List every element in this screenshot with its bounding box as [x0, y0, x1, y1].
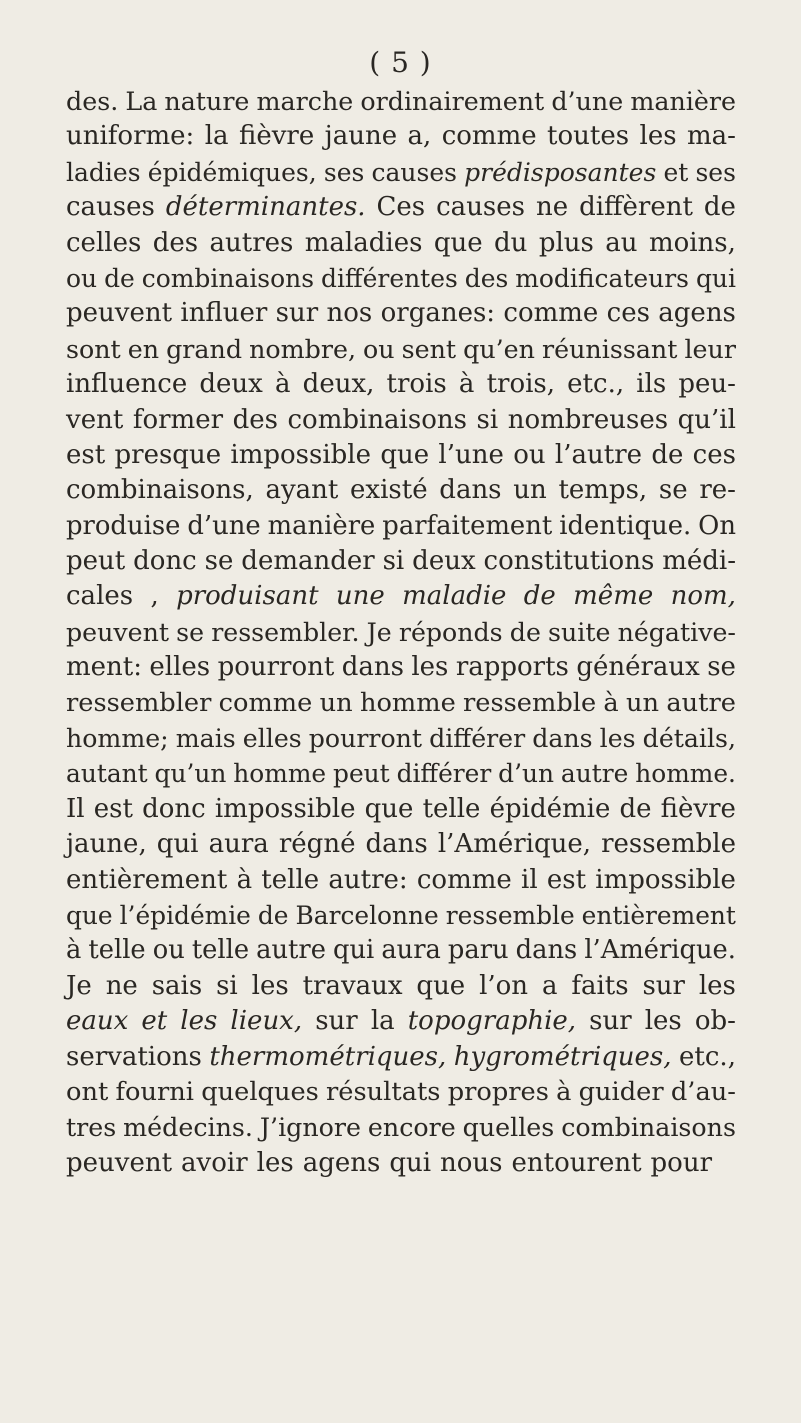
- text-line: [66, 969, 736, 1004]
- word: pourront: [308, 724, 423, 754]
- word: Je: [66, 970, 92, 1001]
- word: eaux: [66, 1006, 129, 1037]
- word: autre: [666, 687, 736, 718]
- word: trois: [386, 369, 447, 400]
- word: si: [382, 546, 405, 577]
- text-line: [66, 544, 736, 579]
- word: uniforme:: [66, 121, 195, 152]
- word: aura: [208, 829, 269, 860]
- word: dans: [341, 652, 404, 683]
- word: réponds: [398, 617, 503, 647]
- word: re-: [699, 475, 736, 506]
- word: dans: [365, 829, 428, 860]
- word: a,: [407, 121, 432, 152]
- text-line: [66, 509, 736, 544]
- word: sent: [401, 333, 457, 364]
- word: ,: [150, 581, 159, 612]
- word: différer: [396, 759, 492, 789]
- word: une: [335, 581, 385, 612]
- word: ressemble: [463, 687, 597, 718]
- word: ou: [363, 333, 395, 364]
- word: qui: [332, 935, 375, 966]
- word: les: [599, 724, 636, 754]
- word: elles: [149, 652, 211, 683]
- word: ils: [636, 369, 667, 400]
- word: fièvre: [660, 793, 736, 824]
- text-line: [66, 898, 736, 933]
- word: Il: [66, 793, 85, 824]
- word: à: [275, 369, 291, 400]
- word: travaux: [302, 970, 403, 1001]
- word: peut: [66, 546, 126, 577]
- word: homme.: [635, 759, 736, 789]
- text-line: [66, 367, 736, 402]
- word: combinaisons: [561, 1112, 736, 1143]
- word: manière: [630, 86, 736, 116]
- word: que: [433, 227, 483, 258]
- word: autres: [209, 227, 294, 258]
- word: si: [476, 404, 499, 435]
- text-line: [66, 863, 736, 898]
- word: lieux,: [230, 1006, 303, 1037]
- word: Ces: [376, 192, 426, 223]
- word: etc.,: [567, 369, 625, 400]
- text-line: [66, 1110, 736, 1145]
- word: impossible: [595, 864, 736, 895]
- word: ses: [695, 157, 736, 187]
- text-line: [66, 827, 736, 862]
- text-line: [66, 438, 736, 473]
- word: que: [416, 970, 466, 1001]
- word: etc.,: [679, 1041, 736, 1072]
- word: causes: [436, 192, 526, 223]
- word: de: [703, 192, 736, 223]
- word: autre: [256, 935, 326, 966]
- word: causes: [66, 192, 155, 223]
- word: telle: [422, 793, 481, 824]
- text-line: [66, 1146, 736, 1181]
- word: un: [513, 475, 547, 506]
- text-line: [66, 792, 736, 827]
- word: elles: [242, 724, 302, 754]
- word: quelques: [201, 1076, 319, 1107]
- text-line: [66, 756, 736, 791]
- word: deux,: [302, 369, 375, 400]
- word: les: [256, 1147, 294, 1178]
- word: ressembler.: [211, 617, 360, 647]
- word: homme;: [66, 724, 169, 754]
- word: entièrement: [66, 864, 228, 895]
- text-line: [66, 933, 736, 968]
- word: diffèrent: [579, 192, 693, 223]
- word: ment:: [66, 652, 142, 683]
- word: des: [464, 263, 509, 293]
- word: peu-: [678, 369, 736, 400]
- word: produisant: [176, 581, 319, 612]
- word: rapports: [455, 652, 569, 683]
- word: qui: [695, 263, 736, 293]
- word: qui: [389, 1147, 432, 1178]
- word: fourni: [115, 1076, 194, 1107]
- text-line: [66, 332, 736, 367]
- word: vent: [66, 404, 124, 435]
- word: faits: [571, 970, 629, 1001]
- word: à: [458, 369, 475, 400]
- word: Barcelonne: [295, 900, 439, 930]
- word: ressemble: [445, 900, 575, 930]
- word: a: [541, 970, 558, 1001]
- word: combinaisons,: [66, 475, 254, 506]
- word: influer: [180, 298, 268, 329]
- word: déterminantes.: [165, 192, 366, 223]
- text-line: [66, 1075, 736, 1110]
- word: est: [93, 793, 133, 824]
- word: prédisposantes: [464, 157, 657, 187]
- word: former: [132, 404, 224, 435]
- word: donc: [142, 793, 206, 824]
- word: médi-: [662, 546, 736, 577]
- word: nombreuses: [507, 404, 669, 435]
- word: d’une: [187, 510, 261, 541]
- text-line: [66, 650, 736, 685]
- word: et: [663, 157, 689, 187]
- word: ayant: [265, 475, 339, 506]
- word: telle: [88, 935, 146, 966]
- word: tres: [66, 1112, 117, 1143]
- word: les: [251, 970, 289, 1001]
- word: l’une: [438, 439, 504, 470]
- word: agens: [658, 298, 736, 329]
- word: avoir: [181, 1147, 248, 1178]
- word: presque: [114, 439, 222, 470]
- word: plus: [538, 227, 594, 258]
- word: peuvent: [66, 617, 169, 647]
- word: deux: [412, 546, 476, 577]
- word: est: [546, 864, 587, 895]
- text-line: [66, 261, 736, 296]
- word: différer: [429, 724, 526, 754]
- word: existé: [350, 475, 428, 506]
- word: est: [66, 439, 106, 470]
- word: autre:: [328, 864, 408, 895]
- word: que: [66, 900, 113, 930]
- word: résultats: [326, 1076, 441, 1107]
- word: dans: [532, 724, 593, 754]
- word: nature: [164, 86, 250, 116]
- word: homme: [233, 759, 327, 789]
- word: combinaisons: [141, 263, 315, 293]
- word: qu’il: [677, 404, 736, 435]
- word: au: [605, 227, 638, 258]
- word: en: [127, 333, 160, 364]
- word: impossible: [230, 439, 372, 470]
- word: sur: [315, 1006, 358, 1037]
- word: ressemble: [601, 829, 736, 860]
- word: paru: [447, 935, 509, 966]
- word: du: [494, 227, 528, 258]
- word: négative-: [617, 617, 736, 647]
- word: ne: [535, 192, 569, 223]
- word: encore: [367, 1112, 456, 1143]
- word: des: [152, 227, 199, 258]
- word: de: [104, 263, 135, 293]
- word: ne: [105, 970, 138, 1001]
- word: détails,: [642, 724, 736, 754]
- word: nombre,: [249, 333, 357, 364]
- word: médecins.: [123, 1112, 253, 1143]
- word: ces: [692, 439, 736, 470]
- word: thermométriques,: [209, 1041, 447, 1072]
- word: les: [698, 970, 736, 1001]
- word: nous: [440, 1147, 503, 1178]
- word: mais: [175, 724, 236, 754]
- word: guider: [578, 1076, 664, 1107]
- word: de: [619, 793, 652, 824]
- word: comme: [503, 298, 599, 329]
- word: ma-: [686, 121, 736, 152]
- word: ou: [513, 439, 546, 470]
- word: l’épidémie: [119, 900, 251, 930]
- word: moins,: [648, 227, 736, 258]
- word: nos: [326, 298, 373, 329]
- word: ladies: [66, 157, 141, 187]
- word: un: [319, 687, 353, 718]
- word: l’Amérique,: [437, 829, 592, 860]
- word: trois,: [486, 369, 556, 400]
- word: topographie,: [407, 1006, 577, 1037]
- word: un: [626, 687, 660, 718]
- word: sais: [151, 970, 203, 1001]
- word: nom,: [670, 581, 736, 612]
- word: sur: [589, 1006, 632, 1037]
- word: autre: [560, 759, 629, 789]
- text-line: [66, 296, 736, 331]
- page-number: ( 5 ): [369, 46, 432, 79]
- word: la: [204, 121, 229, 152]
- word: ob-: [694, 1006, 736, 1037]
- word: temps,: [558, 475, 648, 506]
- word: leur: [684, 333, 736, 364]
- word: il: [521, 864, 538, 895]
- word: causes: [371, 157, 457, 187]
- word: J’ignore: [259, 1112, 361, 1143]
- word: de: [651, 439, 684, 470]
- word: de: [523, 581, 556, 612]
- word: Je: [366, 617, 392, 647]
- word: identique.: [559, 510, 692, 541]
- word: se: [658, 475, 688, 506]
- word: ordinairement: [360, 86, 545, 116]
- word: fièvre: [238, 121, 315, 152]
- word: se: [176, 617, 205, 647]
- word: épidémiques,: [147, 157, 317, 187]
- word: hygrométriques,: [453, 1041, 672, 1072]
- word: comme: [416, 864, 512, 895]
- word: d’un: [498, 759, 555, 789]
- word: demander: [241, 546, 375, 577]
- word: sont: [66, 333, 121, 364]
- word: manière: [267, 510, 376, 541]
- word: épidémie: [489, 793, 611, 824]
- word: produise: [66, 510, 181, 541]
- word: peuvent: [66, 1147, 173, 1178]
- text-line: [66, 84, 736, 119]
- word: cales: [66, 581, 134, 612]
- body-text: [66, 84, 736, 1181]
- word: entièrement: [581, 900, 736, 930]
- text-line: [66, 403, 736, 438]
- word: ressembler: [66, 687, 212, 718]
- word: à: [603, 687, 619, 718]
- word: ses: [323, 157, 365, 187]
- word: les: [639, 121, 677, 152]
- text-line: [66, 473, 736, 508]
- word: même: [573, 581, 654, 612]
- word: comme: [218, 687, 313, 718]
- word: telle: [261, 864, 320, 895]
- word: dans: [515, 935, 578, 966]
- word: donc: [133, 546, 197, 577]
- word: de: [257, 900, 289, 930]
- text-line: [66, 579, 736, 614]
- word: régné: [278, 829, 356, 860]
- word: ou: [152, 935, 185, 966]
- word: servations: [66, 1041, 202, 1072]
- word: généraux: [576, 652, 700, 683]
- word: deux: [199, 369, 263, 400]
- word: pour: [650, 1147, 713, 1178]
- text-line: [66, 119, 736, 154]
- word: d’au-: [670, 1076, 736, 1107]
- word: ou: [66, 263, 98, 293]
- word: la: [370, 1006, 395, 1037]
- word: modificateurs: [515, 263, 689, 293]
- word: maladies: [304, 227, 423, 258]
- text-line: [66, 721, 736, 756]
- text-line: [66, 615, 736, 650]
- word: pourront: [217, 652, 335, 683]
- word: toutes: [547, 121, 630, 152]
- word: les: [644, 1006, 682, 1037]
- word: impossible: [214, 793, 356, 824]
- word: des.: [66, 86, 119, 116]
- word: jaune,: [66, 829, 147, 860]
- word: organes:: [380, 298, 496, 329]
- word: agens: [302, 1147, 381, 1178]
- word: sur: [642, 970, 685, 1001]
- text-line: [66, 190, 736, 225]
- word: propres: [447, 1076, 549, 1107]
- word: entourent: [511, 1147, 642, 1178]
- word: dans: [439, 475, 502, 506]
- word: On: [698, 510, 736, 541]
- word: que: [380, 439, 430, 470]
- word: homme: [359, 687, 456, 718]
- word: si: [216, 970, 238, 1001]
- word: l’on: [479, 970, 529, 1001]
- word: parfaitement: [382, 510, 553, 541]
- word: suite: [548, 617, 611, 647]
- word: comme: [441, 121, 537, 152]
- word: d’une: [551, 86, 624, 116]
- word: quelles: [462, 1112, 555, 1143]
- word: telle: [191, 935, 250, 966]
- word: combinaisons: [287, 404, 467, 435]
- word: celles: [66, 227, 142, 258]
- word: à: [556, 1076, 572, 1107]
- word: La: [125, 86, 158, 116]
- word: peuvent: [66, 298, 173, 329]
- word: l’Amérique.: [584, 935, 736, 966]
- word: qu’un: [154, 759, 227, 789]
- word: ont: [66, 1076, 109, 1107]
- text-line: [66, 1004, 736, 1039]
- word: qui: [156, 829, 199, 860]
- word: sur: [275, 298, 319, 329]
- word: réunissant: [542, 333, 678, 364]
- text-line: [66, 1040, 736, 1075]
- word: se: [204, 546, 234, 577]
- text-line: [66, 226, 736, 261]
- word: les: [180, 1006, 218, 1037]
- word: à: [66, 935, 82, 966]
- word: différentes: [320, 263, 458, 293]
- word: constitutions: [483, 546, 655, 577]
- word: aura: [381, 935, 441, 966]
- word: se: [707, 652, 736, 683]
- word: influence: [66, 369, 188, 400]
- word: ces: [606, 298, 650, 329]
- word: qu’en: [463, 333, 535, 364]
- word: et: [141, 1006, 168, 1037]
- word: les: [411, 652, 449, 683]
- word: maladie: [402, 581, 507, 612]
- text-line: [66, 686, 736, 721]
- word: marche: [256, 86, 354, 116]
- word: grand: [166, 333, 243, 364]
- word: à: [236, 864, 253, 895]
- word: que: [364, 793, 414, 824]
- word: jaune: [324, 121, 398, 152]
- word: des: [232, 404, 278, 435]
- word: de: [509, 617, 541, 647]
- word: peut: [333, 759, 390, 789]
- word: autant: [66, 759, 148, 789]
- word: l’autre: [554, 439, 643, 470]
- text-line: [66, 155, 736, 190]
